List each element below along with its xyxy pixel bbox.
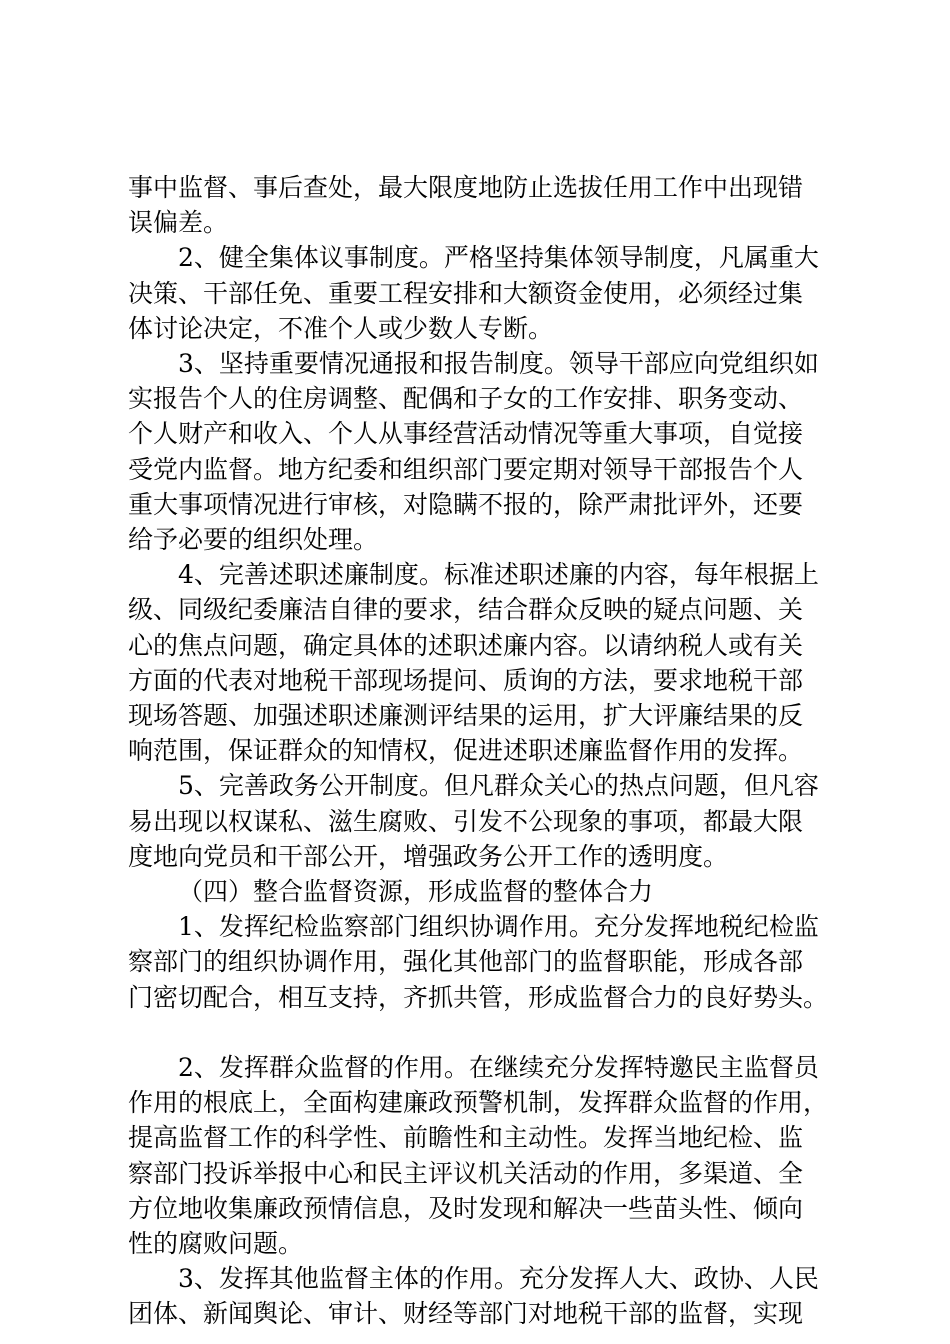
text-line: 性的腐败问题。 [128, 1229, 304, 1259]
document-body [128, 170, 848, 1332]
text-line: 方面的代表对地税干部现场提问、质询的方法，要求地税干部 [128, 665, 804, 695]
text-line: 受党内监督。地方纪委和组织部门要定期对领导干部报告个人 [128, 454, 804, 484]
text-line: 个人财产和收入、个人从事经营活动情况等重大事项，自觉接 [128, 419, 804, 449]
text-line: 1、发挥纪检监察部门组织协调作用。充分发挥地税纪检监 [178, 912, 819, 942]
text-line: 2、发挥群众监督的作用。在继续充分发挥特邀民主监督员 [178, 1053, 819, 1083]
text-line: 方位地收集廉政预情信息，及时发现和解决一些苗头性、倾向 [128, 1193, 804, 1223]
text-line: 现场答题、加强述职述廉测评结果的运用，扩大评廉结果的反 [128, 701, 804, 731]
text-line: 响范围，保证群众的知情权，促进述职述廉监督作用的发挥。 [128, 736, 804, 766]
text-line: 提高监督工作的科学性、前瞻性和主动性。发挥当地纪检、监 [128, 1123, 804, 1153]
text-line: 3、坚持重要情况通报和报告制度。领导干部应向党组织如 [178, 349, 819, 379]
text-line: 心的焦点问题，确定具体的述职述廉内容。以请纳税人或有关 [128, 630, 804, 660]
text-line: 给予必要的组织处理。 [128, 525, 379, 555]
text-line: 作用的根底上，全面构建廉政预警机制，发挥群众监督的作用， [128, 1088, 829, 1118]
text-line: 4、完善述职述廉制度。标准述职述廉的内容，每年根据上 [178, 560, 819, 590]
text-line: 决策、干部任免、重要工程安排和大额资金使用，必须经过集 [128, 278, 804, 308]
text-line: 易出现以权谋私、滋生腐败、引发不公现象的事项，都最大限 [128, 806, 804, 836]
text-line: 2、健全集体议事制度。严格坚持集体领导制度，凡属重大 [178, 243, 819, 273]
paragraph-spacer [128, 1015, 848, 1050]
section-heading [128, 874, 848, 909]
paragraph-item-3 [128, 346, 848, 557]
text-line: 级、同级纪委廉洁自律的要求，结合群众反映的疑点问题、关 [128, 595, 804, 625]
paragraph-item-2 [128, 240, 848, 346]
text-line: 3、发挥其他监督主体的作用。充分发挥人大、政协、人民 [178, 1264, 819, 1294]
text-line: 度地向党员和干部公开，增强政务公开工作的透明度。 [128, 841, 729, 871]
text-line: 实报告个人的住房调整、配偶和子女的工作安排、职务变动、 [128, 384, 804, 414]
text-line: 察部门的组织协调作用，强化其他部门的监督职能，形成各部 [128, 947, 804, 977]
paragraph-item-5 [128, 768, 848, 874]
text-line: 误偏差。 [128, 208, 229, 238]
text-line: 重大事项情况进行审核，对隐瞒不报的，除严肃批评外，还要 [128, 489, 804, 519]
text-line: 察部门投诉举报中心和民主评议机关活动的作用，多渠道、全 [128, 1158, 804, 1188]
paragraph-sub-item-2 [128, 1050, 848, 1261]
paragraph-sub-item-3 [128, 1261, 848, 1331]
text-line: 体讨论决定，不准个人或少数人专断。 [128, 313, 554, 343]
text-line: 5、完善政务公开制度。但凡群众关心的热点问题，但凡容 [178, 771, 819, 801]
text-line: 事中监督、事后查处，最大限度地防止选拔任用工作中出现错 [128, 173, 804, 202]
paragraph-sub-item-1 [128, 909, 848, 1015]
text-line: 门密切配合，相互支持，齐抓共管，形成监督合力的良好势头。 [128, 982, 829, 1012]
text-line: 团体、新闻舆论、审计、财经等部门对地税干部的监督，实现 [128, 1299, 804, 1329]
section-heading-text: （四）整合监督资源，形成监督的整体合力 [178, 877, 654, 907]
paragraph-continuation [128, 170, 848, 240]
paragraph-item-4 [128, 557, 848, 768]
